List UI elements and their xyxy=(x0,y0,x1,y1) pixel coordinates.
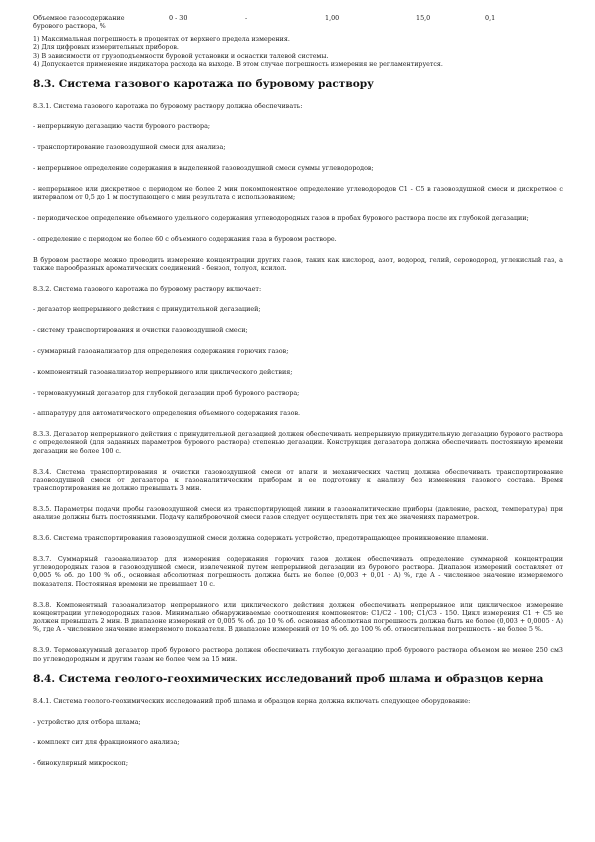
list-item: - непрерывную дегазацию части бурового раствора; xyxy=(33,122,211,131)
table-notes xyxy=(33,36,563,70)
list-item: - устройство для отбора шлама; xyxy=(33,717,141,726)
table-cell-dash: - xyxy=(245,14,248,22)
table-note: 4) Допускается применение индикатора расхода на выходе. В этом случае погрешность измерения не регламентируется. xyxy=(33,61,443,69)
paragraph: 8.3.9. Термовакуумный дегазатор проб бурового раствора должен обеспечивать глубокую дегазацию проб бурового раствора объемом не менее 250 см3 по углеводородным и другим газам не более чем за 15 мин. xyxy=(33,646,563,663)
list-item: - периодическое определение объемного удельного содержания углеводородных газов в пробах бурового раствора после их глубокой дегазации; xyxy=(33,213,529,222)
list-item: - систему транспортирования и очистки газовоздушной смеси; xyxy=(33,326,248,335)
paragraph: 8.3.1. Система газового каротажа по буровому раствору должна обеспечивать: xyxy=(33,101,303,110)
list-item: - бинокулярный микроскоп; xyxy=(33,759,128,768)
section-heading-8-4: 8.4. Система геолого-геохимических исследований проб шлама и образцов керна xyxy=(33,672,544,685)
paragraph: 8.3.3. Дегазатор непрерывного действия с принудительной дегазацией должен обеспечивать непрерывную принудительную дегазацию бурового раствора с определенной (для заданных параметров бурового раствора) степенью дегазации. Конструкция дегазатора должна обеспечивать постоянную времени дегазации не более 100 с. xyxy=(33,430,563,455)
paragraph: В буровом растворе можно проводить измерение концентрации других газов, таких как кислород, азот, водород, гелий, сероводород, углекислый газ, а также парообразных ароматических соединений - бензол, толуол, ксилол. xyxy=(33,255,563,272)
paragraph: 8.4.1. Система геолого-геохимических исследований проб шлама и образцов керна должна включать следующее оборудование: xyxy=(33,696,471,705)
list-item: - дегазатор непрерывного действия с принудительной дегазацией; xyxy=(33,305,261,314)
paragraph: 8.3.2. Система газового каротажа по буровому раствору включает: xyxy=(33,284,262,293)
list-item: - комплект сит для фракционного анализа; xyxy=(33,738,180,747)
list-item: - компонентный газоанализатор непрерывного или циклического действия; xyxy=(33,367,293,376)
table-row xyxy=(33,14,563,36)
table-cell-value-1: 1,00 xyxy=(325,14,340,22)
paragraph: 8.3.5. Параметры подачи пробы газовоздушной смеси из транспортирующей линии в газоаналитические приборы (давление, расход, температура) при анализе должны быть постоянными. Подачу калибровочной смеси газов следует осуществлять при тех же значениях параметров. xyxy=(33,504,563,522)
list-item: - непрерывное или дискретное с периодом не более 2 мин покомпонентное определение углеводородов С1 - С5 в газовоздушной смеси и дискретное с интервалом от 0,5 до 1 м поступающего с мин результата с использованием; xyxy=(33,184,563,202)
paragraph: 8.3.8. Компонентный газоанализатор непрерывного или циклического действия должен обеспечивать непрерывное или циклическое измерение концентрации углеводородных газов. Минимально обнаруживаемые соотношения компонентов: С1/С2 - 100; С1/С3 - 150. Цикл измерения С1 + С5 не должен превышать 2 мин. В диапазоне измерений от 0,005 % об. до 10 % об. основная абсолютная погрешность должна быть не более (0,003 + 0,0005 · A) %, где A - численное значение измеряемого показателя. В диапазоне измерений от 10 % об. до 100 % об. относительная погрешность - не более 5 %. xyxy=(33,600,563,634)
list-item: - термовакуумный дегазатор для глубокой дегазации проб бурового раствора; xyxy=(33,388,300,397)
paragraph: 8.3.4. Система транспортирования и очистки газовоздушной смеси от влаги и механических частиц должна обеспечивать транспортирование газовоздушной смеси от дегазатора к газоаналитическим приборам и ее подготовку к анализу без изменения газового состава. Время транспортирования не должно превышать 3 мин. xyxy=(33,467,563,493)
table-cell-parameter: Объемное газосодержание бурового раствора, % xyxy=(33,14,125,30)
list-item: - транспортирование газовоздушной смеси для анализа; xyxy=(33,143,226,152)
table-cell-range: 0 - 30 xyxy=(169,14,188,22)
table-cell-value-2: 15,0 xyxy=(416,14,431,22)
table-note: 1) Максимальная погрешность в процентах от верхнего предела измерения. xyxy=(33,36,290,43)
document-page xyxy=(33,14,563,780)
list-item: - определение с периодом не более 60 с объемного содержания газа в буровом растворе. xyxy=(33,234,337,243)
list-item: - непрерывное определение содержания в выделенной газовоздушной смеси суммы углеводородов; xyxy=(33,164,374,173)
list-item: - суммарный газоанализатор для определения содержания горючих газов; xyxy=(33,346,289,355)
section-heading-8-3: 8.3. Система газового каротажа по буровому раствору xyxy=(33,77,374,90)
table-cell-value-3: 0,1 xyxy=(485,14,496,22)
paragraph: 8.3.7. Суммарный газоанализатор для измерения содержания горючих газов должен обеспечивать определение суммарной концентрации углеводородных газов в газовоздушной смеси, извлеченной путем непрерывной дегазации из бурового раствора. Диапазон измерений составляет от 0,005 % об. до 100 % об., основная абсолютная погрешность должна быть не более (0,003 + 0,01 · A) %, где A - численное значение измеряемого показателя. Постоянная времени не превышает 10 с. xyxy=(33,554,563,588)
table-note: 3) В зависимости от грузоподъемности буровой установки и оснастки талевой системы. xyxy=(33,52,329,60)
table-note: 2) Для цифровых измерительных приборов. xyxy=(33,44,179,52)
list-item: - аппаратуру для автоматического определения объемного содержания газов. xyxy=(33,409,301,418)
paragraph: 8.3.6. Система транспортирования газовоздушной смеси должна содержать устройство, предотвращающее проникновение пламени. xyxy=(33,534,489,543)
